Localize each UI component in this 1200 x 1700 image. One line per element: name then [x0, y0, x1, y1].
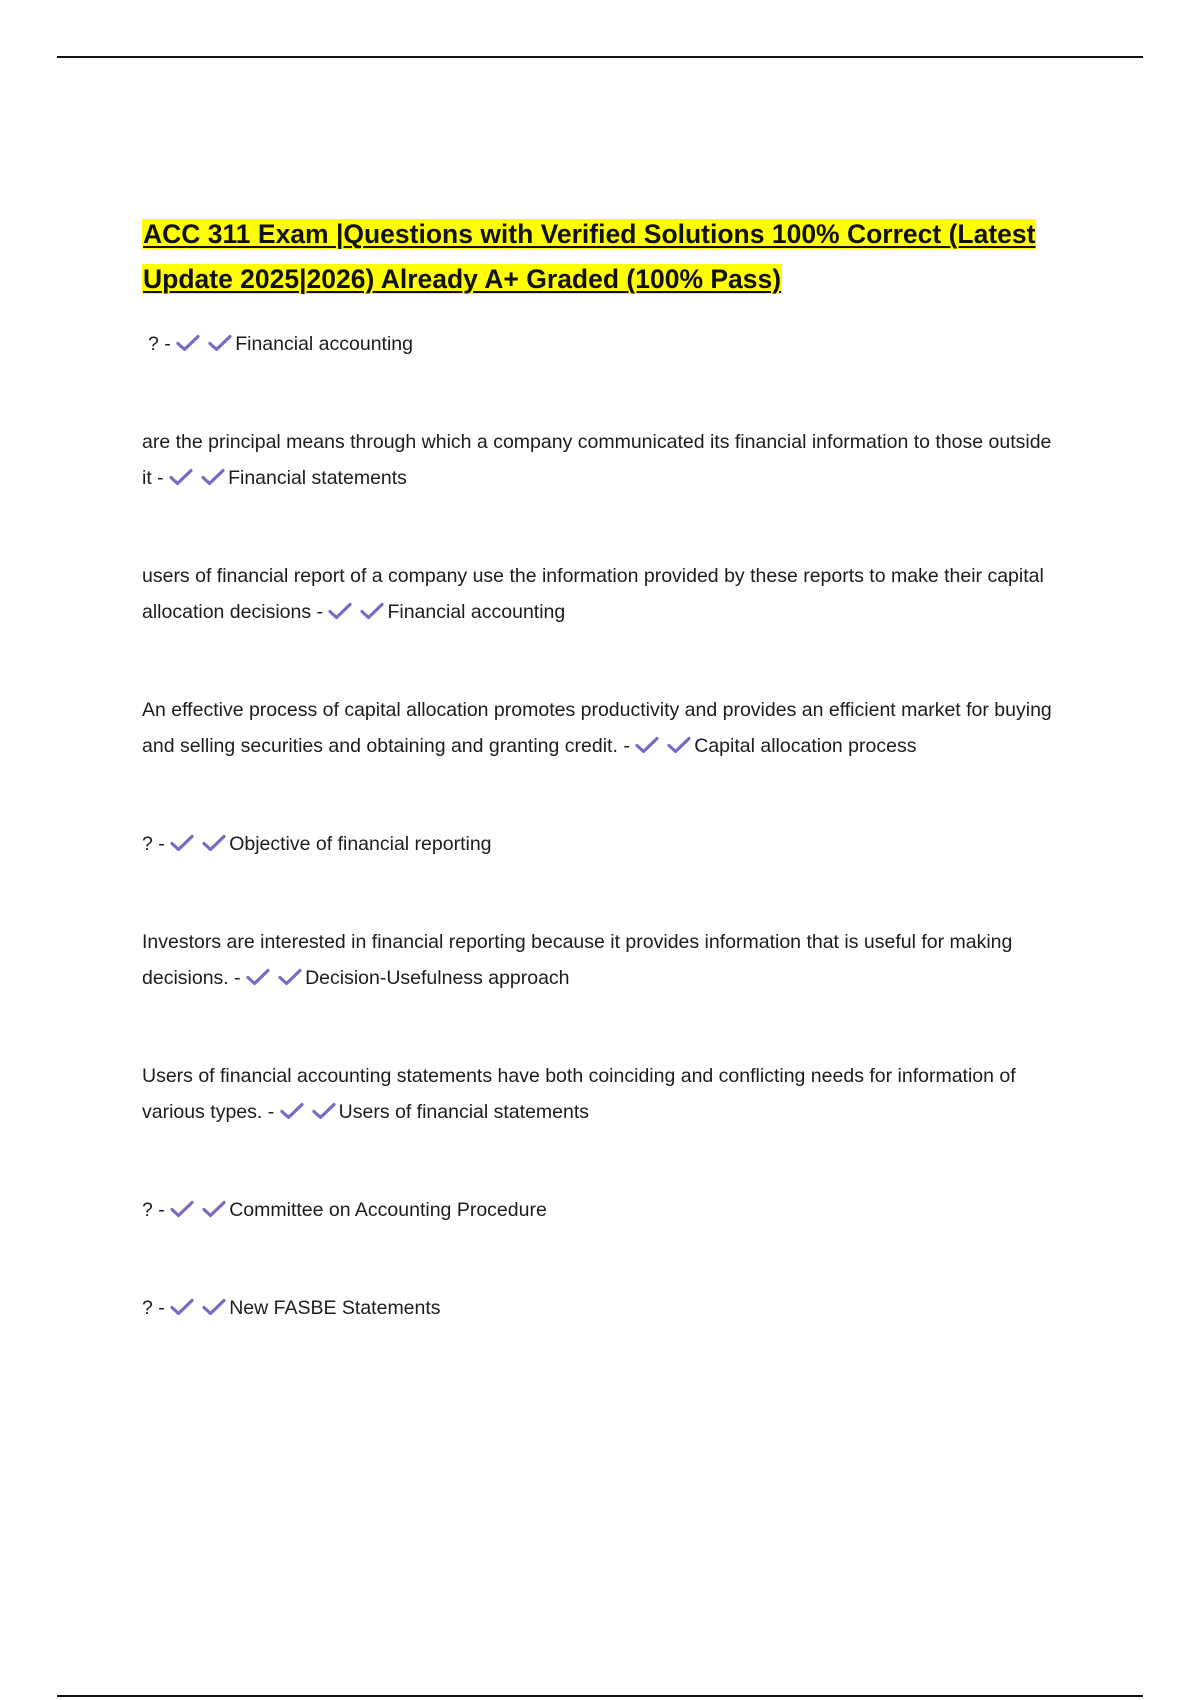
qa-item: [142, 1290, 1062, 1326]
answer-text: Decision-Usefulness approach: [305, 967, 570, 989]
answer-separator: -: [158, 833, 165, 855]
check-icon: [202, 1200, 226, 1218]
answer-separator: -: [164, 333, 171, 355]
check-icon: [176, 334, 200, 352]
check-icon: [312, 1102, 336, 1120]
check-icon: [280, 1102, 304, 1120]
check-icon: [208, 334, 232, 352]
check-icon: [202, 1298, 226, 1316]
answer-text: Users of financial statements: [338, 1101, 590, 1123]
check-icon: [278, 968, 302, 986]
check-icon: [170, 1298, 194, 1316]
document-body: [142, 212, 1062, 1388]
check-icon: [328, 602, 352, 620]
footer-rule: [57, 1695, 1143, 1697]
qa-item: [142, 1058, 1062, 1130]
answer-separator: -: [158, 1297, 165, 1319]
answer-separator: -: [316, 601, 324, 623]
document-title-text: ACC 311 Exam |Questions with Verified Solutions 100% Correct (Latest Update 2025|2026) Already A+ Graded (100% Pass): [143, 219, 1036, 294]
check-icon: [169, 468, 193, 486]
header-rule: [57, 56, 1143, 58]
answer-separator: -: [267, 1101, 275, 1123]
question-text: users of financial report of a company use the information provided by these reports to make their capital allocation decisions: [142, 565, 1044, 623]
check-icon: [170, 1200, 194, 1218]
answer-text: Capital allocation process: [694, 735, 917, 757]
document-title: [142, 212, 1062, 302]
qa-item: [142, 924, 1062, 996]
question-text: Users of financial accounting statements have both coinciding and conflicting needs for information of various types.: [142, 1065, 1016, 1123]
check-icon: [667, 736, 691, 754]
question-text: ?: [142, 833, 153, 855]
answer-separator: -: [158, 1199, 165, 1221]
answer-separator: -: [157, 467, 164, 489]
qa-item: [142, 826, 1062, 862]
qa-item: [142, 558, 1062, 630]
check-icon: [360, 602, 384, 620]
question-text: ?: [148, 333, 159, 355]
qa-item: [142, 424, 1062, 496]
answer-text: Financial accounting: [235, 333, 413, 355]
check-icon: [201, 468, 225, 486]
answer-text: Objective of financial reporting: [229, 833, 492, 855]
check-icon: [246, 968, 270, 986]
qa-list: [142, 326, 1062, 1326]
question-text: ?: [142, 1297, 153, 1319]
question-text: ?: [142, 1199, 153, 1221]
answer-text: Financial statements: [228, 467, 407, 489]
question-text: are the principal means through which a company communicated its financial information to those outside it: [142, 431, 1052, 489]
check-icon: [170, 834, 194, 852]
qa-item: [142, 1192, 1062, 1228]
answer-text: Financial accounting: [387, 601, 566, 623]
answer-text: New FASBE Statements: [229, 1297, 441, 1319]
check-icon: [635, 736, 659, 754]
answer-separator: -: [623, 735, 630, 757]
answer-separator: -: [234, 967, 241, 989]
check-icon: [202, 834, 226, 852]
qa-item: [142, 692, 1062, 764]
answer-text: Committee on Accounting Procedure: [229, 1199, 547, 1221]
question-text: An effective process of capital allocation promotes productivity and provides an efficient market for buying and selling securities and obtaining and granting credit.: [142, 699, 1052, 757]
question-text: Investors are interested in financial reporting because it provides information that is useful for making decisions.: [142, 931, 1013, 989]
qa-item: [142, 326, 1062, 362]
